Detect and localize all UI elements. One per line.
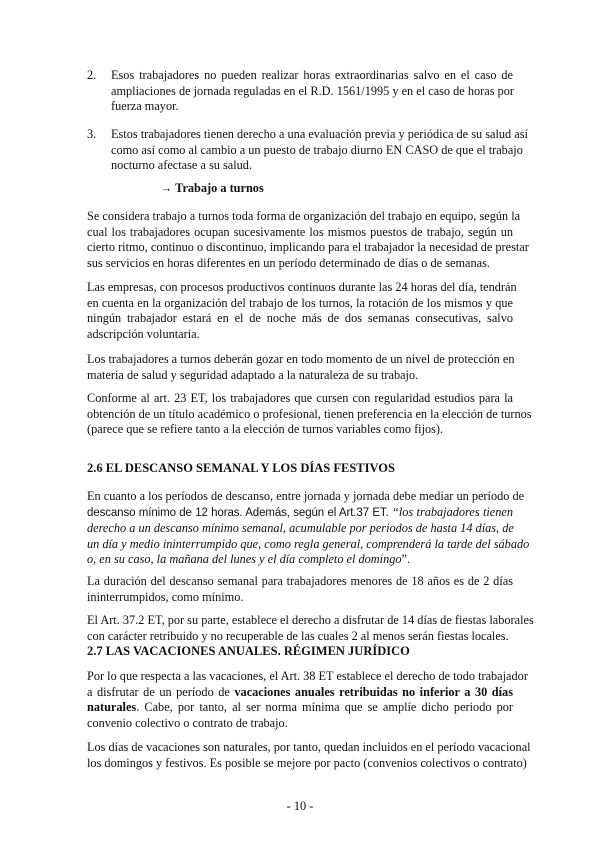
text-line: derecho a un descanso mínimo semanal, acumulable por periodos de hasta 14 días, de [87, 521, 514, 536]
text-line: con carácter retribuido y no recuperable de las cuales 2 al menos serán fiestas locales. [87, 628, 509, 643]
list-item-text [111, 68, 513, 115]
paragraph [87, 489, 530, 568]
text-line: como así como al cambio a un puesto de trabajo diurno EN CASO de que el trabajo [111, 142, 523, 157]
text-line: adscripción voluntaria. [87, 326, 200, 341]
text-line: Los días de vacaciones son naturales, por tanto, quedan incluidos en el período vacacional [87, 740, 531, 754]
text-line: Las empresas, con procesos productivos continuos durante las 24 horas del día, tendrán [87, 280, 517, 294]
text-line: en cuenta en la organización del trabajo de los turnos, la rotación de los mismos y que [87, 295, 513, 310]
text-line [87, 685, 513, 701]
text-line: obtención de un título académico o profesional, tienen preferencia en la elección de turnos [87, 406, 532, 421]
text-line: ininterrumpidos, como mínimo. [87, 589, 244, 604]
paragraph [87, 280, 517, 342]
text-line: fuerza mayor. [111, 99, 179, 114]
text-line: ningún trabajador estará en el de noche más de dos semanas consecutivas, salvo [87, 311, 513, 326]
section-heading-2-7: 2.7 LAS VACACIONES ANUALES. RÉGIMEN JURÍDICO [87, 644, 410, 658]
italic-text: o, en su caso, la mañana del lunes y el día completo el domingo [87, 552, 402, 567]
text-line: nocturno afectase a su salud. [111, 158, 253, 173]
text-line: sus servicios en horas diferentes en un período determinado de días o de semanas. [87, 255, 490, 270]
text-line: La duración del descanso semanal para trabajadores menores de 18 años es de 2 días [87, 574, 513, 588]
text-line: (parece que se refiere tanto a la elección de turnos variables como fijos). [87, 422, 444, 437]
quote-end: ”. [401, 552, 411, 567]
text-line: Por lo que respecta a las vacaciones, el Art. 38 ET establece el derecho de todo trabajador [87, 669, 528, 683]
list-item-text [111, 127, 528, 174]
bold-text: vacaciones anuales retribuidas no inferior a 30 días [234, 684, 513, 699]
text-line: cierto ritmo, continuo o discontinuo, implicando para el trabajador la necesidad de prestar [87, 240, 529, 255]
section-heading-2-6: 2.6 EL DESCANSO SEMANAL Y LOS DÍAS FESTIVOS [87, 461, 395, 475]
paragraph [87, 209, 529, 271]
text-line: Conforme al art. 23 ET, los trabajadores que cursen con regularidad estudios para la [87, 391, 513, 405]
plain-text: a disfrutar de un período de [87, 684, 235, 699]
text-line: El Art. 37.2 ET, por su parte, establece el derecho a disfrutar de 14 días de fiestas laborales [87, 613, 534, 627]
bold-text: naturales [87, 700, 137, 715]
paragraph [87, 352, 513, 383]
text-line [87, 505, 513, 522]
text-line: En cuanto a los períodos de descanso, entre jornada y jornada debe mediar un período de [87, 489, 525, 503]
text-line: ampliaciones de jornada reguladas en el R.D. 1561/1995 y en el caso de horas por [111, 83, 514, 98]
italic-text: “los trabajadores tienen [388, 504, 513, 519]
text-line [87, 700, 513, 716]
paragraph [87, 574, 513, 605]
plain-text: . Cabe, por tanto, al ser norma mínima que se amplíe dicho periodo por [136, 700, 513, 715]
text-line: los domingos y festivos. Es posible se mejore por pacto (convenios colectivos o contrato) [87, 755, 527, 770]
text-line [87, 552, 513, 568]
list-number: 3. [87, 127, 97, 141]
text-line: Se considera trabajo a turnos toda forma de organización del trabajo en equipo, según la [87, 209, 521, 223]
text-line: convenio colectivo o contrato de trabajo. [87, 715, 288, 730]
text-line: materia de salud y seguridad adaptado a la naturaleza de su trabajo. [87, 367, 419, 382]
paragraph [87, 391, 532, 438]
text-line: Estos trabajadores tienen derecho a una evaluación previa y periódica de su salud así [111, 127, 528, 141]
paragraph [87, 740, 531, 771]
text-line: Esos trabajadores no pueden realizar horas extraordinarias salvo en el caso de [111, 68, 513, 82]
text-line: Los trabajadores a turnos deberán gozar en todo momento de un nivel de protección en [87, 352, 515, 366]
page-number: - 10 - [286, 799, 314, 813]
text-line: cual los trabajadores ocupan sucesivamente los mismos puestos de trabajo, según un [87, 224, 513, 239]
text-line: un día y medio ininterrumpido que, como regla general, comprenderá la tarde del sábado [87, 536, 530, 551]
paragraph [87, 669, 528, 731]
paragraph [87, 613, 534, 644]
list-number: 2. [87, 68, 97, 82]
subheading-trabajo-a-turnos: → Trabajo a turnos [160, 181, 264, 195]
mono-text: descanso mínimo de 12 horas. Además, según el Art.37 ET. [87, 506, 389, 519]
